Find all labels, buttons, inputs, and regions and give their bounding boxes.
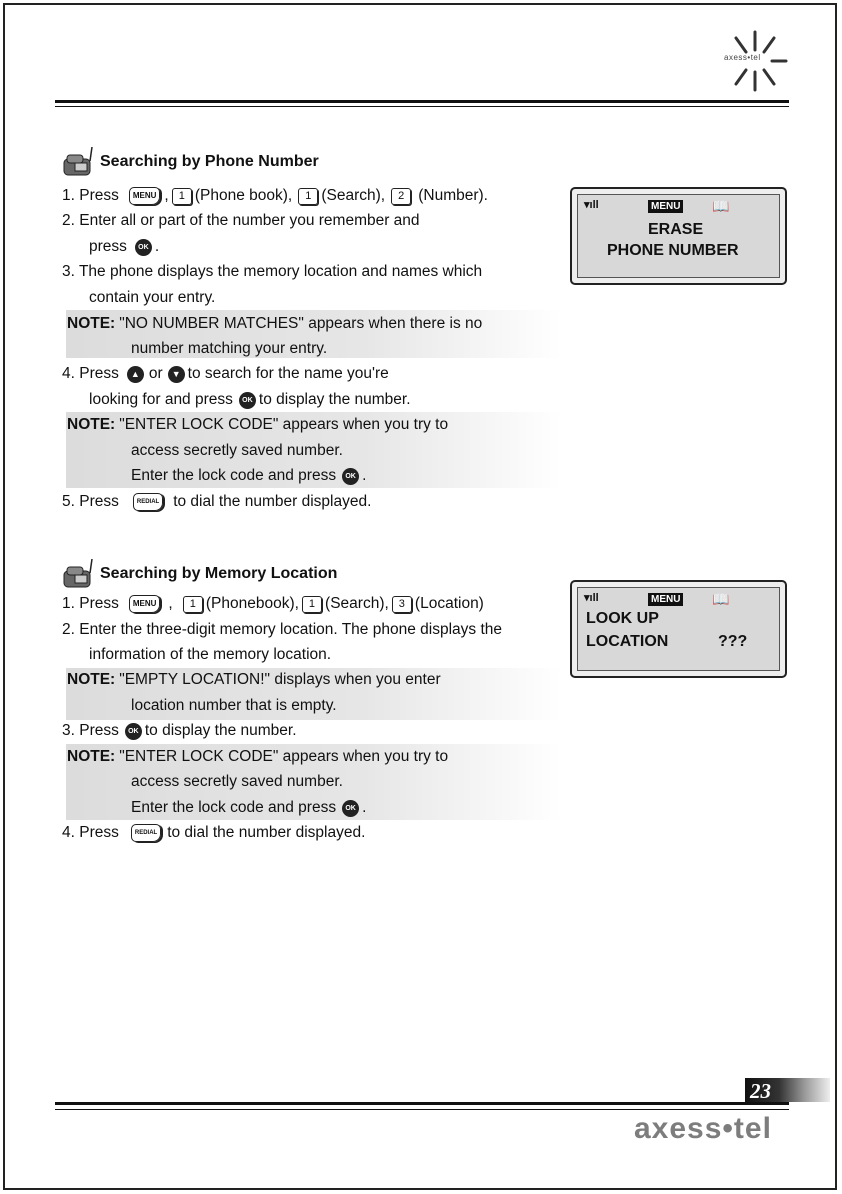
step-text: 1. Press [62,187,119,204]
note-line [67,747,448,767]
step-3 [62,721,297,741]
step-3-line-a: 3. The phone displays the memory location and names which [62,263,483,280]
step-2-line-a: 2. Enter the three-digit memory location. The phone displays the [62,621,502,638]
up-arrow-key-icon: ▲ [127,366,144,383]
note-text: "NO NUMBER MATCHES" appears when there is no [119,315,483,332]
note-text: "ENTER LOCK CODE" appears when you try to [119,416,449,433]
note-text: Enter the lock code and press [131,799,337,816]
step-2-line-b: press OK . [89,238,160,255]
desk-phone-icon [62,559,94,589]
note-line [67,314,482,334]
section-heading [62,152,319,172]
header-rule-thin [55,106,789,107]
step-1: 1. Press MENU , 1 (Phonebook), 1 (Search), 3 (Location) [62,595,484,612]
menu-key-icon: MENU [129,595,161,613]
footer-rule-thin [55,1109,789,1110]
lcd-line-2-value: ??? [718,633,748,650]
header-rule [55,100,789,103]
ok-key-icon: OK [125,723,142,740]
note-label: NOTE: [67,315,116,332]
menu-key-icon: MENU [129,187,161,205]
note-label: NOTE: [67,416,116,433]
step-text: to display the number. [258,391,411,408]
note-line [67,670,441,690]
lcd-display [577,587,780,671]
step-text: to dial the number displayed. [167,824,366,841]
step-text: to search for the name you're [187,365,389,382]
note-text: "EMPTY LOCATION!" displays when you enter [119,671,441,688]
note-line [67,415,448,435]
section-heading [62,564,337,584]
page-number: 23 [750,1079,771,1103]
note-line: number matching your entry. [131,340,328,357]
step-text: (Search), [321,187,386,204]
step-text: (Phonebook), [205,595,299,612]
key-1-icon: 1 [302,596,322,613]
step-text: (Search), [325,595,389,612]
step-text: press [89,238,127,255]
step-4-line-b [89,390,411,410]
step-text: 4. Press [62,365,119,382]
step-text: looking for and press [89,391,233,408]
lcd-status-bar [584,198,773,216]
note-line: Enter the lock code and press OK . [131,467,367,484]
step-text: or [148,365,163,382]
step-2-line-a: 2. Enter all or part of the number you remember and [62,212,420,229]
footer-brand-logo: axess•tel [634,1112,772,1145]
ok-key-icon: OK [342,800,359,817]
note-text: Enter the lock code and press [131,467,337,484]
note-line: Enter the lock code and press OK . [131,799,367,816]
redial-key-icon: REDIAL [131,824,161,842]
step-2-line-b: information of the memory location. [89,646,332,663]
step-text: 1. Press [62,595,119,612]
lcd-line-1: ERASE [648,221,704,238]
key-1-icon: 1 [172,188,192,205]
note-line: location number that is empty. [131,697,337,714]
signal-icon: ▾ıll [584,592,599,604]
header-brand-text: axess•tel [724,53,761,62]
lcd-screen-erase [570,187,787,285]
redial-key-icon: REDIAL [133,493,163,511]
step-4 [62,823,365,843]
key-3-icon: 3 [392,596,412,613]
phonebook-icon: 📖 [712,591,730,607]
step-text: (Number). [418,187,488,204]
step-text: 4. Press [62,824,119,841]
step-1: 1. Press MENU , 1 (Phone book), 1 (Search), 2 (Number). [62,187,488,204]
lcd-menu-label: MENU [648,593,683,606]
ok-key-icon: OK [342,468,359,485]
lcd-display [577,194,780,278]
step-text: (Phone book), [194,187,293,204]
desk-phone-icon [62,147,94,177]
lcd-line-1: LOOK UP [586,610,659,627]
note-label: NOTE: [67,671,116,688]
lcd-menu-label: MENU [648,200,683,213]
step-text: 5. Press [62,493,119,510]
step-text: 3. Press [62,722,119,739]
step-5 [62,492,371,512]
lcd-line-2: LOCATION [586,633,669,650]
section-title: Searching by Memory Location [100,565,338,582]
ok-key-icon: OK [239,392,256,409]
note-text: "ENTER LOCK CODE" appears when you try to [119,748,449,765]
step-text: to dial the number displayed. [173,493,372,510]
step-text: (Location) [414,595,484,612]
lcd-screen-lookup [570,580,787,678]
phonebook-icon: 📖 [712,198,730,214]
down-arrow-key-icon: ▼ [168,366,185,383]
lcd-status-bar [584,591,773,609]
step-3-line-b: contain your entry. [89,289,216,306]
note-label: NOTE: [67,748,116,765]
note-line: access secretly saved number. [131,773,343,790]
step-text: to display the number. [144,722,297,739]
signal-icon: ▾ıll [584,199,599,211]
key-1-icon: 1 [183,596,203,613]
key-2-icon: 2 [391,188,411,205]
step-4-line-a [62,364,389,384]
section-title: Searching by Phone Number [100,153,319,170]
footer-rule [55,1102,789,1105]
ok-key-icon: OK [135,239,152,256]
key-1-icon: 1 [298,188,318,205]
lcd-line-2: PHONE NUMBER [607,242,739,259]
note-line: access secretly saved number. [131,442,343,459]
